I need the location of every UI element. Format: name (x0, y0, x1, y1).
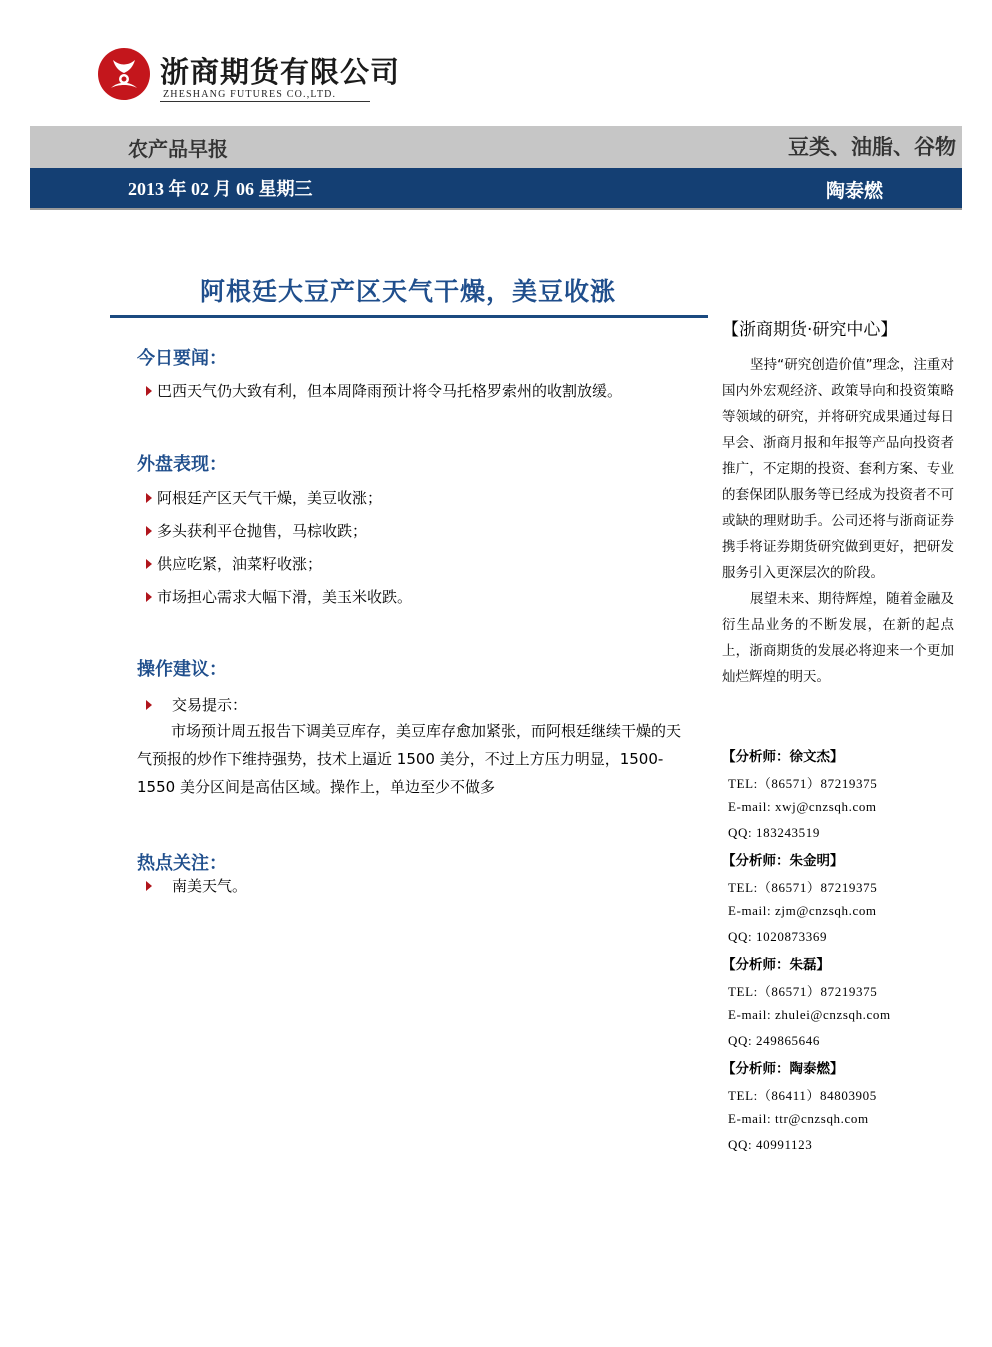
analyst-name: 【分析师：徐文杰】 (722, 749, 844, 765)
list-item: 巴西天气仍大致有利，但本周降雨预计将令马托格罗索州的收割放缓。 (146, 380, 622, 401)
analyst-name: 【分析师：朱金明】 (722, 853, 844, 869)
report-type: 农产品早报 (128, 137, 228, 161)
sidebar-heading: 【浙商期货·研究中心】 (722, 320, 898, 340)
bullet-arrow-icon (146, 559, 152, 569)
analyst-tel: TEL:（86571）87219375 (728, 984, 878, 999)
bullet-arrow-icon (146, 592, 152, 602)
sidebar-paragraph: 展望未来、期待辉煌，随着金融及衍生品业务的不断发展，在新的起点上，浙商期货的发展必将迎来一个更加灿烂辉煌的明天。 (722, 591, 954, 685)
bullet-arrow-icon (146, 386, 152, 396)
analyst-email: E-mail: xwj@cnzsqh.com (728, 799, 877, 814)
analyst-name: 【分析师：陶泰燃】 (722, 1061, 844, 1077)
section-heading-overseas: 外盘表现： (137, 454, 227, 475)
list-item: 多头获利平仓抛售，马棕收跌； (146, 520, 367, 541)
report-date: 2013 年 02 月 06 星期三 (128, 179, 313, 199)
company-name-en: ZHESHANG FUTURES CO.,LTD. (163, 89, 337, 100)
report-category: 豆类、油脂、谷物 (788, 135, 956, 159)
list-item: 南美天气。 (146, 875, 247, 896)
analyst-email: E-mail: ttr@cnzsqh.com (728, 1111, 869, 1126)
advice-paragraph: 市场预计周五报告下调美豆库存，美豆库存愈加紧张，而阿根廷继续干燥的天气预报的炒作下维持强势，技术上逼近 1500 美分，不过上方压力明显，1500-1550 美分区间是高估区域。操作上，单边至少不做多 (137, 722, 682, 796)
bullet-arrow-icon (146, 881, 152, 891)
list-item: 阿根廷产区天气干燥，美豆收涨； (146, 487, 382, 508)
company-name-cn: 浙商期货有限公司 (160, 55, 401, 89)
analyst-tel: TEL:（86571）87219375 (728, 776, 878, 791)
list-item: 市场担心需求大幅下滑，美玉米收跌。 (146, 586, 412, 607)
list-item: 供应吃紧，油菜籽收涨； (146, 553, 322, 574)
header-analyst: 陶泰燃 (826, 180, 884, 202)
analyst-email: E-mail: zjm@cnzsqh.com (728, 903, 877, 918)
analyst-qq: QQ: 40991123 (728, 1137, 813, 1152)
section-heading-hot: 热点关注： (137, 853, 227, 874)
analyst-tel: TEL:（86411）84803905 (728, 1088, 877, 1103)
section-heading-news: 今日要闻： (137, 348, 227, 369)
trade-tip-label: 交易提示： (146, 694, 247, 715)
analyst-tel: TEL:（86571）87219375 (728, 880, 878, 895)
analyst-qq: QQ: 249865646 (728, 1033, 820, 1048)
title-divider (110, 315, 708, 318)
logo-divider (160, 101, 370, 102)
bullet-arrow-icon (146, 493, 152, 503)
section-heading-advice: 操作建议： (137, 659, 227, 680)
analyst-email: E-mail: zhulei@cnzsqh.com (728, 1007, 891, 1022)
sidebar-paragraph: 坚持“研究创造价值”理念，注重对国内外宏观经济、政策导向和投资策略等领域的研究，并将研究成果通过每日早会、浙商月报和年报等产品向投资者推广，不定期的投资、套利方案、专业的套保团队服务等已经成为投资者不可或缺的理财助手。公司还将与浙商证券携手将证券期货研究做到更好，把研发服务引入更深层次的阶段。 (722, 357, 954, 581)
analyst-qq: QQ: 183243519 (728, 825, 820, 840)
bullet-arrow-icon (146, 700, 152, 710)
company-logo-icon (96, 46, 152, 102)
sidebar-description (722, 352, 954, 690)
bullet-arrow-icon (146, 526, 152, 536)
analyst-qq: QQ: 1020873369 (728, 929, 828, 944)
report-title: 阿根廷大豆产区天气干燥，美豆收涨 (200, 277, 617, 306)
analyst-name: 【分析师：朱磊】 (722, 957, 830, 973)
